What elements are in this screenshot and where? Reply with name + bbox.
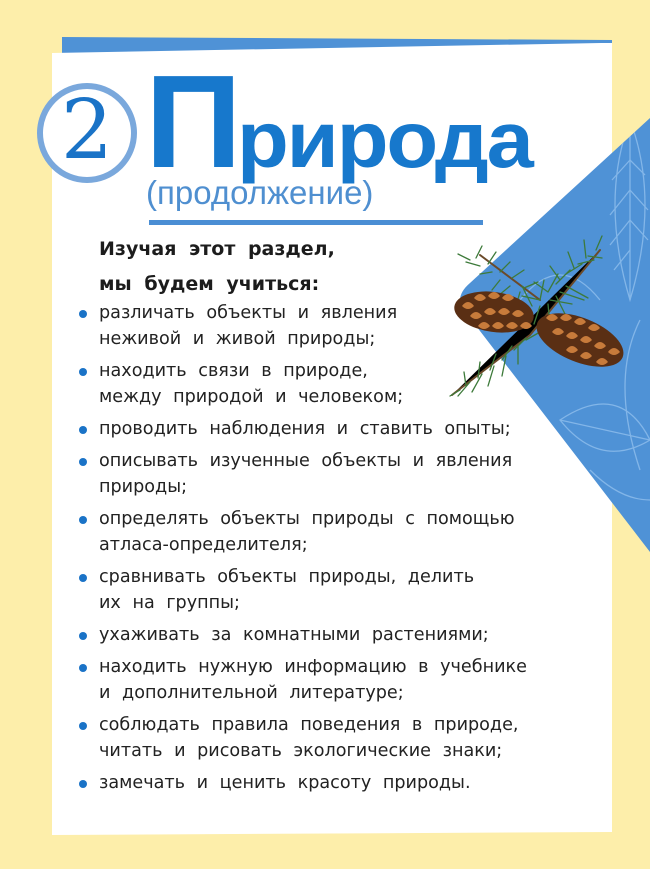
list-item-line: и дополнительной литературе; [99,683,404,703]
section-number-badge [37,83,137,183]
list-item-line: атласа-определителя; [99,535,308,555]
list-item [74,358,574,410]
bullet-dot-icon [79,722,87,730]
bullet-dot-icon [79,574,87,582]
list-item-line: находить связи в природе, [99,361,368,381]
list-item-line: описывать изученные объекты и явления [99,451,513,471]
bullet-dot-icon [79,310,87,318]
bullet-dot-icon [79,368,87,376]
title-underline [149,220,483,225]
list-item [74,300,574,352]
list-item-line: их на группы; [99,593,240,613]
list-item-line: читать и рисовать экологические знаки; [99,741,503,761]
section-number: 2 [60,83,114,178]
list-item [74,622,574,648]
list-item-line: неживой и живой природы; [99,329,376,349]
intro-text [99,232,335,302]
list-item [74,564,574,616]
page-subtitle: (продолжение) [146,174,374,211]
list-item [74,506,574,558]
intro-line: мы будем учиться: [99,273,320,295]
list-item [74,770,574,796]
bullet-dot-icon [79,458,87,466]
list-item-line: сравнивать объекты природы, делить [99,567,475,587]
intro-line: Изучая этот раздел, [99,238,335,260]
list-item-line: между природой и человеком; [99,387,404,407]
list-item [74,448,574,500]
list-item-line: природы; [99,477,188,497]
bullet-dot-icon [79,426,87,434]
list-item-line: соблюдать правила поведения в природе, [99,715,519,735]
title-initial: П [145,48,238,195]
list-item [74,712,574,764]
bullet-dot-icon [79,664,87,672]
list-item [74,654,574,706]
bullet-dot-icon [79,632,87,640]
list-item-line: ухаживать за комнатными растениями; [99,625,489,645]
list-item-line: различать объекты и явления [99,303,398,323]
list-item-line: замечать и ценить красоту природы. [99,773,471,793]
bullet-dot-icon [79,780,87,788]
list-item-line: проводить наблюдения и ставить опыты; [99,419,511,439]
list-item [74,416,574,442]
title-rest: рирода [236,95,532,184]
bullet-dot-icon [79,516,87,524]
list-item-line: определять объекты природы с помощью [99,509,515,529]
list-item-line: находить нужную информацию в учебнике [99,657,527,677]
goals-list [74,300,574,802]
